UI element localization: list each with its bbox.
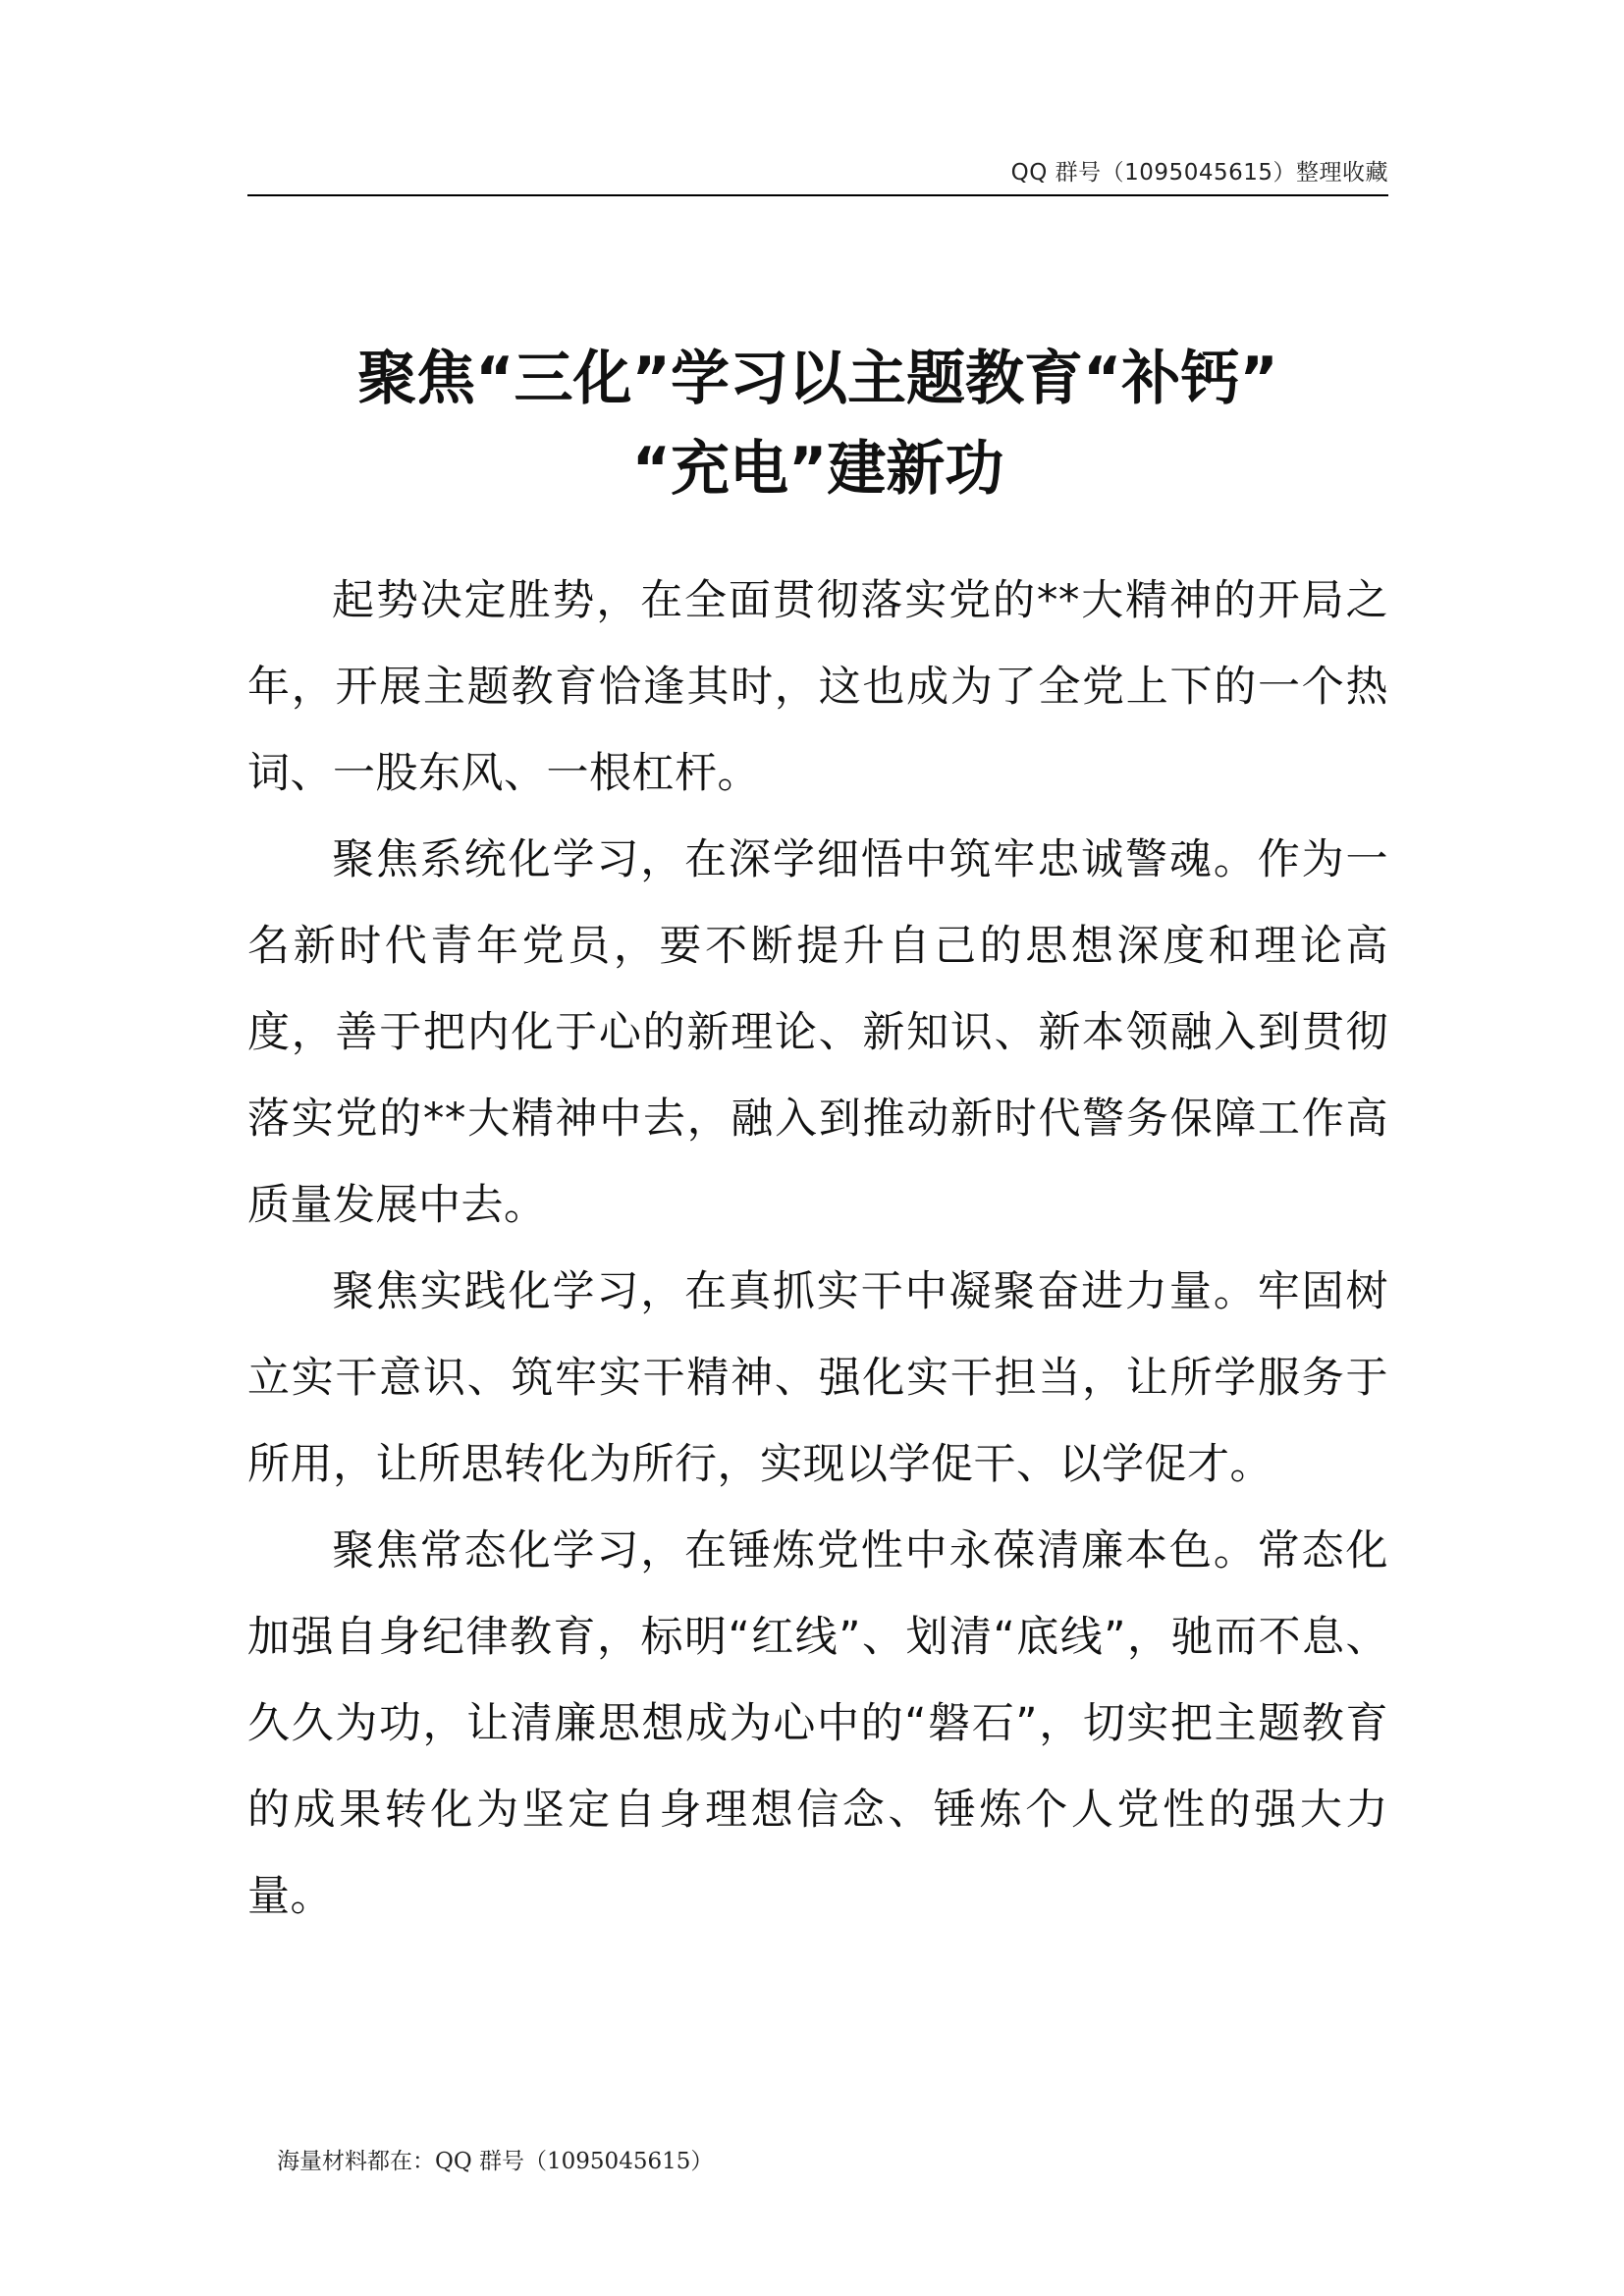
page-header: QQ 群号（1095045615）整理收藏: [1010, 160, 1388, 186]
paragraph-practical-study: 聚焦实践化学习，在真抓实干中凝聚奋进力量。牢固树立实干意识、筑牢实干精神、强化实干担当，让所学服务于所用，让所思转化为所行，实现以学促干、以学促才。: [247, 1267, 1388, 1489]
title-line-1: 聚焦“三化”学习以主题教育“补钙”: [357, 345, 1278, 414]
header-divider: [247, 194, 1388, 196]
document-title: [247, 334, 1388, 514]
page-footer: 海量材料都在：QQ 群号（1095045615）: [277, 2149, 714, 2174]
paragraph-intro: 起势决定胜势，在全面贯彻落实党的**大精神的开局之年，开展主题教育恰逢其时，这也成为了全党上下的一个热词、一股东风、一根杠杆。: [247, 576, 1388, 798]
title-line-2: “充电”建新功: [631, 435, 1004, 505]
paragraph-systematic-study: 聚焦系统化学习，在深学细悟中筑牢忠诚警魂。作为一名新时代青年党员，要不断提升自己的思想深度和理论高度，善于把内化于心的新理论、新知识、新本领融入到贯彻落实党的**大精神中去，融入到推动新时代警务保障工作高质量发展中去。: [247, 835, 1388, 1230]
document-body: [247, 558, 1388, 1940]
paragraph-regular-study: 聚焦常态化学习，在锤炼党性中永葆清廉本色。常态化加强自身纪律教育，标明“红线”、划清“底线”，驰而不息、久久为功，让清廉思想成为心中的“磐石”，切实把主题教育的成果转化为坚定自身理想信念、锤炼个人党性的强大力量。: [247, 1526, 1388, 1921]
